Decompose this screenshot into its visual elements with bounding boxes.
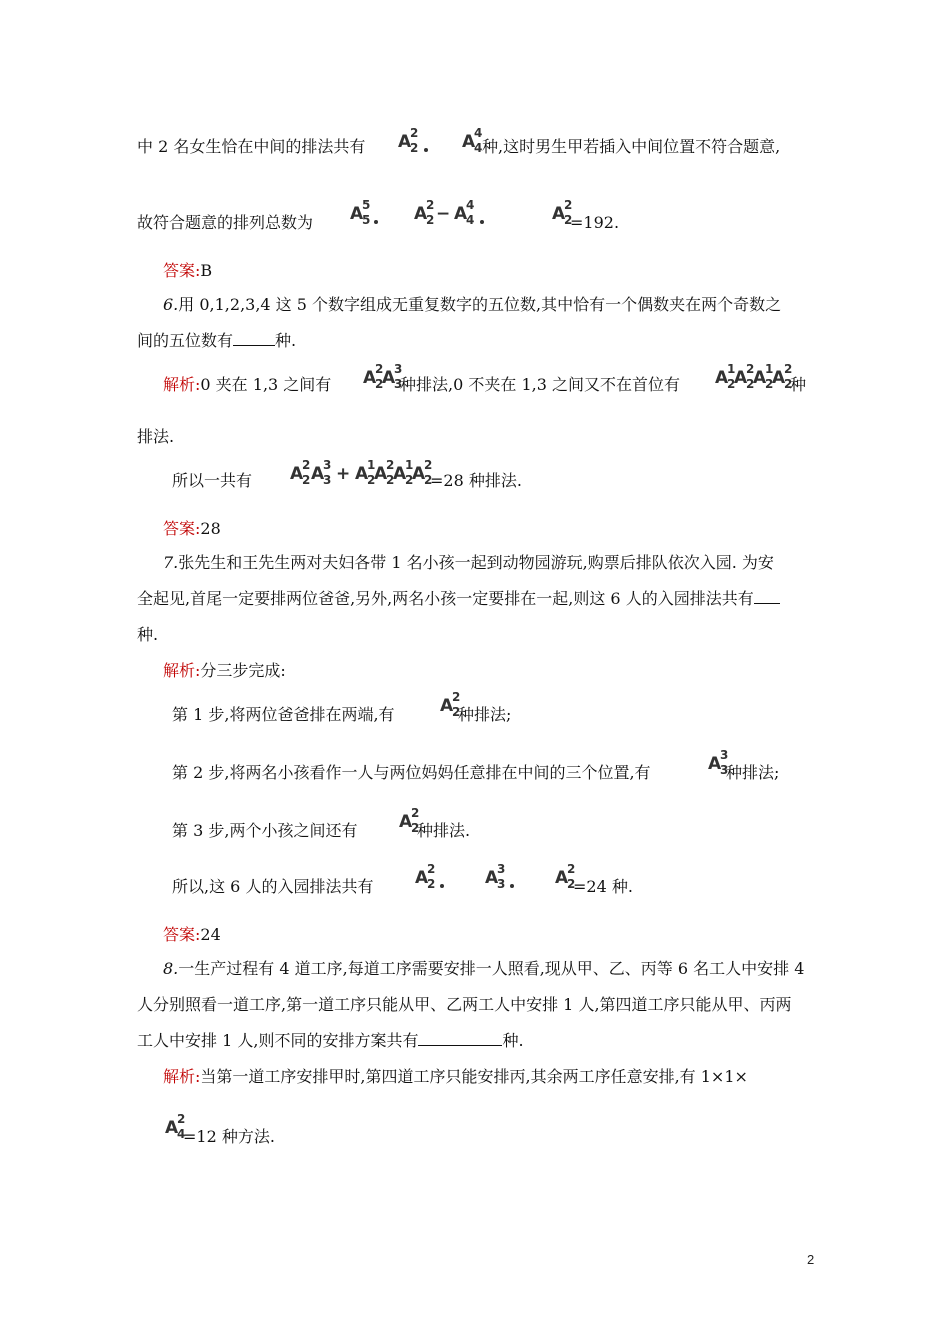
perm-A22: A 2 2 xyxy=(552,198,573,227)
perm-A22: A 2 2 xyxy=(555,862,576,891)
question-8-line1 xyxy=(163,958,804,980)
times-dot xyxy=(510,884,514,888)
text: 种排法,0 不夹在 1,3 之间又不在首位有 xyxy=(400,375,680,394)
text: 种,这时男生甲若插入中间位置不符合题意, xyxy=(482,137,781,156)
question-7-line1 xyxy=(163,552,774,574)
solution-7-step3 xyxy=(172,820,357,842)
perm-A22: A 2 2 xyxy=(399,806,420,835)
question-8-line2 xyxy=(137,994,792,1016)
text: 故符合题意的排列总数为 xyxy=(137,213,314,232)
perm-A22: A 2 2 xyxy=(374,458,395,487)
text-line xyxy=(172,470,252,492)
text: 用 0,1,2,3,4 这 5 个数字组成无重复数字的五位数,其中恰有一个偶数夹在两个奇数之 xyxy=(178,295,782,314)
solution-7-intro xyxy=(163,660,286,682)
text-line xyxy=(137,212,313,234)
text: 人分别照看一道工序,第一道工序只能从甲、乙两工人中安排 1 人,第四道工序只能从甲、丙两 xyxy=(137,995,792,1014)
text: 种 xyxy=(790,375,807,394)
solution-7-step2 xyxy=(172,762,651,784)
question-6-line1 xyxy=(163,294,781,316)
perm-A33: A 3 3 xyxy=(311,458,332,487)
solution-label: 解析: xyxy=(163,375,201,394)
text: 所以一共有 xyxy=(172,471,253,490)
perm-A44: A 4 4 xyxy=(462,126,483,155)
perm-A33: A 3 3 xyxy=(708,748,729,777)
perm-A22: A 2 2 xyxy=(363,362,384,391)
text: =12 种方法. xyxy=(183,1127,275,1146)
text-line xyxy=(482,136,780,158)
text: 种. xyxy=(137,625,159,644)
perm-A21: A 1 2 xyxy=(715,362,736,391)
text: 种. xyxy=(275,331,297,350)
answer-line xyxy=(163,260,212,282)
text: 中 2 名女生恰在中间的排法共有 xyxy=(137,137,366,156)
text-line xyxy=(183,1126,275,1148)
solution-6-line1 xyxy=(163,374,331,396)
text: 种排法. xyxy=(417,821,471,840)
answer-value: 28 xyxy=(200,519,221,538)
times-dot xyxy=(424,148,428,152)
text-line xyxy=(570,212,619,234)
solution-7-total xyxy=(172,876,373,898)
answer-blank xyxy=(754,589,780,604)
question-number: 6. xyxy=(163,295,179,314)
answer-line xyxy=(163,518,221,540)
text: 种排法; xyxy=(726,763,780,782)
minus-sign: − xyxy=(436,204,451,224)
text: 第 2 步,将两名小孩看作一人与两位妈妈任意排在中间的三个位置,有 xyxy=(172,763,651,782)
perm-A22: A 2 2 xyxy=(290,458,311,487)
perm-A33: A 3 3 xyxy=(382,362,403,391)
perm-A22: A 2 2 xyxy=(772,362,793,391)
text-line xyxy=(137,426,174,448)
answer-label: 答案: xyxy=(163,519,201,538)
question-7-line2 xyxy=(137,588,780,610)
question-number: 8. xyxy=(163,959,179,978)
perm-A22: A 2 2 xyxy=(412,458,433,487)
text: =24 种. xyxy=(573,877,633,896)
answer-blank xyxy=(418,1031,502,1046)
text: 分三步完成: xyxy=(200,661,286,680)
text-line xyxy=(137,136,365,158)
plus-sign: + xyxy=(336,464,351,484)
question-8-line3 xyxy=(137,1030,524,1052)
perm-A42: A 2 4 xyxy=(165,1112,186,1141)
perm-A21: A 1 2 xyxy=(393,458,414,487)
text: 张先生和王先生两对夫妇各带 1 名小孩一起到动物园游玩,购票后排队依次入园. 为安 xyxy=(178,553,774,572)
perm-A33: A 3 3 xyxy=(485,862,506,891)
text: 第 1 步,将两位爸爸排在两端,有 xyxy=(172,705,395,724)
text-line xyxy=(573,876,633,898)
question-7-line3 xyxy=(137,624,158,646)
text: 种排法; xyxy=(458,705,512,724)
perm-A21: A 1 2 xyxy=(753,362,774,391)
perm-A22: A 2 2 xyxy=(440,690,461,719)
text-line xyxy=(430,470,522,492)
text: =28 种排法. xyxy=(430,471,522,490)
perm-A22: A 2 2 xyxy=(414,198,435,227)
question-number: 7. xyxy=(163,553,179,572)
solution-label: 解析: xyxy=(163,1067,201,1086)
text: 间的五位数有 xyxy=(137,331,234,350)
text-line xyxy=(726,762,779,784)
perm-A55: A 5 5 xyxy=(350,198,371,227)
text: 所以,这 6 人的入园排法共有 xyxy=(172,877,374,896)
perm-A44: A 4 4 xyxy=(454,198,475,227)
answer-value: 24 xyxy=(200,925,221,944)
text-line xyxy=(790,374,806,396)
solution-8-line1 xyxy=(163,1066,748,1088)
text-line xyxy=(417,820,470,842)
answer-line xyxy=(163,924,221,946)
answer-blank xyxy=(233,331,275,346)
times-dot xyxy=(440,884,444,888)
text: 种. xyxy=(502,1031,524,1050)
text: 全起见,首尾一定要排两位爸爸,另外,两名小孩一定要排在一起,则这 6 人的入园排法共有 xyxy=(137,589,754,608)
perm-A22: A 2 2 xyxy=(398,126,419,155)
solution-7-step1 xyxy=(172,704,395,726)
answer-value: B xyxy=(200,261,213,280)
perm-A22: A 2 2 xyxy=(734,362,755,391)
text: 0 夹在 1,3 之间有 xyxy=(200,375,332,394)
text: 排法. xyxy=(137,427,175,446)
text: 当第一道工序安排甲时,第四道工序只能安排丙,其余两工序任意安排,有 1×1× xyxy=(200,1067,748,1086)
text: =192. xyxy=(570,213,620,232)
times-dot xyxy=(374,220,378,224)
text: 工人中安排 1 人,则不同的安排方案共有 xyxy=(137,1031,419,1050)
text: 一生产过程有 4 道工序,每道工序需要安排一人照看,现从甲、乙、丙等 6 名工人中安排 4 xyxy=(178,959,805,978)
answer-label: 答案: xyxy=(163,261,201,280)
text: 第 3 步,两个小孩之间还有 xyxy=(172,821,358,840)
question-6-line2 xyxy=(137,330,296,352)
text-line xyxy=(458,704,511,726)
solution-label: 解析: xyxy=(163,661,201,680)
times-dot xyxy=(480,220,484,224)
text-line xyxy=(400,374,680,396)
answer-label: 答案: xyxy=(163,925,201,944)
perm-A22: A 2 2 xyxy=(415,862,436,891)
page-number: 2 xyxy=(807,1252,815,1267)
perm-A21: A 1 2 xyxy=(355,458,376,487)
